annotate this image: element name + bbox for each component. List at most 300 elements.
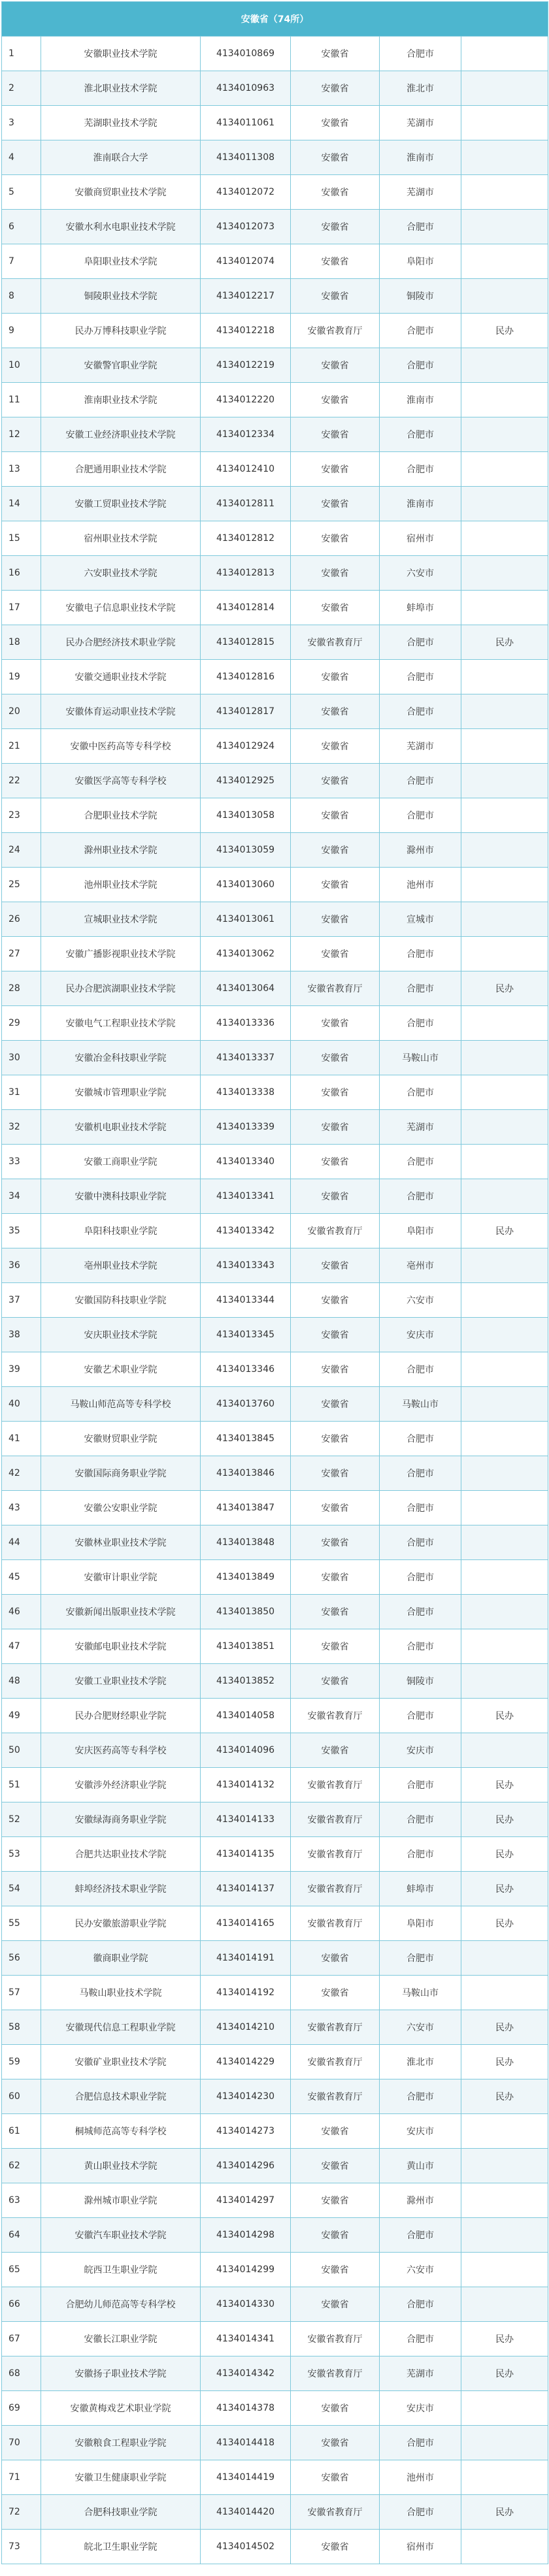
row-number: 71 — [2, 2460, 41, 2495]
authority: 安徽省 — [291, 521, 380, 556]
authority: 安徽省 — [291, 37, 380, 71]
school-note — [461, 106, 548, 140]
authority: 安徽省 — [291, 417, 380, 452]
school-note — [461, 244, 548, 279]
city: 合肥市 — [380, 2218, 461, 2253]
city: 滁州市 — [380, 833, 461, 868]
city: 马鞍山市 — [380, 1976, 461, 2010]
authority: 安徽省 — [291, 2183, 380, 2218]
school-note: 民办 — [461, 1699, 548, 1733]
table-row — [2, 175, 548, 210]
school-note — [461, 279, 548, 314]
city: 六安市 — [380, 2253, 461, 2287]
city: 合肥市 — [380, 37, 461, 71]
authority: 安徽省 — [291, 1006, 380, 1041]
authority: 安徽省 — [291, 210, 380, 244]
table-row — [2, 1941, 548, 1976]
table-row — [2, 2495, 548, 2530]
city: 铜陵市 — [380, 1664, 461, 1699]
school-name: 安徽林业职业技术学院 — [41, 1525, 201, 1560]
table-row — [2, 729, 548, 764]
school-name: 安徽中澳科技职业学院 — [41, 1179, 201, 1214]
authority: 安徽省 — [291, 2460, 380, 2495]
school-code: 4134012925 — [201, 764, 291, 798]
school-code: 4134013849 — [201, 1560, 291, 1595]
city: 合肥市 — [380, 1352, 461, 1387]
table-row — [2, 2530, 548, 2564]
row-number: 12 — [2, 417, 41, 452]
school-code: 4134013850 — [201, 1595, 291, 1629]
city: 合肥市 — [380, 1837, 461, 1872]
authority: 安徽省教育厅 — [291, 2495, 380, 2530]
table-header-row — [2, 2, 548, 37]
school-note: 民办 — [461, 2079, 548, 2114]
row-number: 33 — [2, 1145, 41, 1179]
row-number: 27 — [2, 937, 41, 971]
city: 阜阳市 — [380, 1214, 461, 1248]
city: 合肥市 — [380, 1629, 461, 1664]
school-note: 民办 — [461, 2356, 548, 2391]
table-row — [2, 521, 548, 556]
school-note — [461, 1664, 548, 1699]
school-code: 4134014420 — [201, 2495, 291, 2530]
row-number: 73 — [2, 2530, 41, 2564]
school-code: 4134014419 — [201, 2460, 291, 2495]
table-row — [2, 937, 548, 971]
row-number: 40 — [2, 1387, 41, 1422]
row-number: 13 — [2, 452, 41, 487]
school-name: 铜陵职业技术学院 — [41, 279, 201, 314]
authority: 安徽省 — [291, 556, 380, 591]
table-row — [2, 417, 548, 452]
row-number: 70 — [2, 2426, 41, 2460]
school-note — [461, 1283, 548, 1318]
school-name: 淮北职业技术学院 — [41, 71, 201, 106]
school-name: 安徽黄梅戏艺术职业学院 — [41, 2391, 201, 2426]
row-number: 52 — [2, 1802, 41, 1837]
city: 阜阳市 — [380, 244, 461, 279]
school-note — [461, 2426, 548, 2460]
school-note — [461, 1595, 548, 1629]
row-number: 46 — [2, 1595, 41, 1629]
school-code: 4134012074 — [201, 244, 291, 279]
city: 合肥市 — [380, 1075, 461, 1110]
school-name: 安徽矿业职业技术学院 — [41, 2045, 201, 2079]
authority: 安徽省 — [291, 1664, 380, 1699]
school-code: 4134014058 — [201, 1699, 291, 1733]
school-note — [461, 2460, 548, 2495]
school-name: 池州职业技术学院 — [41, 868, 201, 902]
school-note — [461, 1733, 548, 1768]
school-code: 4134013847 — [201, 1491, 291, 1525]
school-name: 安徽电气工程职业技术学院 — [41, 1006, 201, 1041]
authority: 安徽省 — [291, 1283, 380, 1318]
school-name: 安庆职业技术学院 — [41, 1318, 201, 1352]
school-name: 阜阳职业技术学院 — [41, 244, 201, 279]
school-note — [461, 1456, 548, 1491]
city: 阜阳市 — [380, 1906, 461, 1941]
table-row — [2, 1041, 548, 1075]
school-code: 4134012817 — [201, 694, 291, 729]
school-name: 安徽广播影视职业技术学院 — [41, 937, 201, 971]
city: 池州市 — [380, 868, 461, 902]
table-row — [2, 1768, 548, 1802]
school-name: 合肥职业技术学院 — [41, 798, 201, 833]
school-note — [461, 383, 548, 417]
school-code: 4134012072 — [201, 175, 291, 210]
table-row — [2, 1283, 548, 1318]
table-row — [2, 2045, 548, 2079]
row-number: 50 — [2, 1733, 41, 1768]
city: 合肥市 — [380, 2287, 461, 2322]
school-note: 民办 — [461, 2045, 548, 2079]
school-note — [461, 1976, 548, 2010]
school-note — [461, 1941, 548, 1976]
school-note — [461, 1422, 548, 1456]
authority: 安徽省 — [291, 1179, 380, 1214]
table-row — [2, 1006, 548, 1041]
table-row — [2, 1491, 548, 1525]
row-number: 48 — [2, 1664, 41, 1699]
authority: 安徽省 — [291, 175, 380, 210]
school-code: 4134014341 — [201, 2322, 291, 2356]
city: 宣城市 — [380, 902, 461, 937]
school-code: 4134014298 — [201, 2218, 291, 2253]
table-row — [2, 2010, 548, 2045]
table-row — [2, 1075, 548, 1110]
school-code: 4134012218 — [201, 314, 291, 348]
table-row — [2, 868, 548, 902]
table-row — [2, 1214, 548, 1248]
school-code: 4134014191 — [201, 1941, 291, 1976]
table-row — [2, 1595, 548, 1629]
school-name: 滁州职业技术学院 — [41, 833, 201, 868]
city: 淮南市 — [380, 140, 461, 175]
authority: 安徽省教育厅 — [291, 1906, 380, 1941]
authority: 安徽省 — [291, 106, 380, 140]
row-number: 67 — [2, 2322, 41, 2356]
row-number: 72 — [2, 2495, 41, 2530]
city: 蚌埠市 — [380, 591, 461, 625]
table-row — [2, 2391, 548, 2426]
authority: 安徽省教育厅 — [291, 971, 380, 1006]
school-name: 合肥共达职业技术学院 — [41, 1837, 201, 1872]
city: 亳州市 — [380, 1248, 461, 1283]
school-code: 4134013337 — [201, 1041, 291, 1075]
row-number: 8 — [2, 279, 41, 314]
row-number: 57 — [2, 1976, 41, 2010]
school-note — [461, 1387, 548, 1422]
city: 铜陵市 — [380, 279, 461, 314]
row-number: 4 — [2, 140, 41, 175]
row-number: 56 — [2, 1941, 41, 1976]
school-name: 合肥科技职业学院 — [41, 2495, 201, 2530]
table-row — [2, 591, 548, 625]
table-row — [2, 1110, 548, 1145]
city: 合肥市 — [380, 971, 461, 1006]
school-name: 民办合肥滨湖职业技术学院 — [41, 971, 201, 1006]
authority: 安徽省 — [291, 833, 380, 868]
school-code: 4134012073 — [201, 210, 291, 244]
authority: 安徽省 — [291, 2149, 380, 2183]
authority: 安徽省教育厅 — [291, 2010, 380, 2045]
row-number: 41 — [2, 1422, 41, 1456]
city: 合肥市 — [380, 1006, 461, 1041]
row-number: 10 — [2, 348, 41, 383]
table-row — [2, 314, 548, 348]
school-code: 4134013343 — [201, 1248, 291, 1283]
table-row — [2, 1318, 548, 1352]
school-code: 4134013345 — [201, 1318, 291, 1352]
table-row — [2, 1664, 548, 1699]
school-name: 安徽艺术职业学院 — [41, 1352, 201, 1387]
school-name: 安徽医学高等专科学校 — [41, 764, 201, 798]
table-row — [2, 902, 548, 937]
school-name: 安徽体育运动职业技术学院 — [41, 694, 201, 729]
authority: 安徽省 — [291, 1595, 380, 1629]
school-code: 4134013338 — [201, 1075, 291, 1110]
school-name: 安徽长江职业学院 — [41, 2322, 201, 2356]
table-row — [2, 2287, 548, 2322]
school-code: 4134012410 — [201, 452, 291, 487]
school-code: 4134013344 — [201, 1283, 291, 1318]
school-name: 安徽工业职业技术学院 — [41, 1664, 201, 1699]
authority: 安徽省 — [291, 902, 380, 937]
authority: 安徽省 — [291, 279, 380, 314]
school-note — [461, 348, 548, 383]
row-number: 15 — [2, 521, 41, 556]
school-note — [461, 833, 548, 868]
row-number: 69 — [2, 2391, 41, 2426]
school-name: 民办万博科技职业学院 — [41, 314, 201, 348]
school-name: 阜阳科技职业学院 — [41, 1214, 201, 1248]
row-number: 30 — [2, 1041, 41, 1075]
city: 宿州市 — [380, 2530, 461, 2564]
school-code: 4134013760 — [201, 1387, 291, 1422]
school-name: 安徽电子信息职业技术学院 — [41, 591, 201, 625]
city: 合肥市 — [380, 1595, 461, 1629]
school-note — [461, 2391, 548, 2426]
row-number: 64 — [2, 2218, 41, 2253]
school-note — [461, 2114, 548, 2149]
school-code: 4134013336 — [201, 1006, 291, 1041]
school-name: 马鞍山师范高等专科学校 — [41, 1387, 201, 1422]
city: 合肥市 — [380, 1456, 461, 1491]
school-name: 合肥通用职业技术学院 — [41, 452, 201, 487]
table-row — [2, 1422, 548, 1456]
city: 合肥市 — [380, 1699, 461, 1733]
authority: 安徽省 — [291, 1041, 380, 1075]
row-number: 42 — [2, 1456, 41, 1491]
table-row — [2, 798, 548, 833]
school-name: 黄山职业技术学院 — [41, 2149, 201, 2183]
school-code: 4134012813 — [201, 556, 291, 591]
city: 淮北市 — [380, 2045, 461, 2079]
school-name: 安徽城市管理职业学院 — [41, 1075, 201, 1110]
school-code: 4134014378 — [201, 2391, 291, 2426]
school-note — [461, 2253, 548, 2287]
school-code: 4134012816 — [201, 660, 291, 694]
school-name: 安徽汽车职业技术学院 — [41, 2218, 201, 2253]
school-note — [461, 2149, 548, 2183]
city: 合肥市 — [380, 2079, 461, 2114]
authority: 安徽省教育厅 — [291, 1768, 380, 1802]
school-note — [461, 798, 548, 833]
table-row — [2, 1179, 548, 1214]
row-number: 47 — [2, 1629, 41, 1664]
school-code: 4134014135 — [201, 1837, 291, 1872]
city: 滁州市 — [380, 2183, 461, 2218]
city: 合肥市 — [380, 417, 461, 452]
authority: 安徽省 — [291, 140, 380, 175]
school-note — [461, 694, 548, 729]
school-note — [461, 1491, 548, 1525]
row-number: 55 — [2, 1906, 41, 1941]
school-name: 合肥幼儿师范高等专科学校 — [41, 2287, 201, 2322]
school-name: 安徽工商职业学院 — [41, 1145, 201, 1179]
school-name: 淮南职业技术学院 — [41, 383, 201, 417]
table-row — [2, 971, 548, 1006]
city: 合肥市 — [380, 1491, 461, 1525]
school-name: 安徽公安职业学院 — [41, 1491, 201, 1525]
authority: 安徽省 — [291, 729, 380, 764]
row-number: 26 — [2, 902, 41, 937]
table-row — [2, 1976, 548, 2010]
table-row — [2, 140, 548, 175]
school-note — [461, 2218, 548, 2253]
city: 合肥市 — [380, 2495, 461, 2530]
school-name: 安徽商贸职业技术学院 — [41, 175, 201, 210]
school-note — [461, 1560, 548, 1595]
school-name: 安徽工贸职业技术学院 — [41, 487, 201, 521]
row-number: 54 — [2, 1872, 41, 1906]
authority: 安徽省 — [291, 798, 380, 833]
city: 安庆市 — [380, 2114, 461, 2149]
authority: 安徽省 — [291, 348, 380, 383]
school-code: 4134014165 — [201, 1906, 291, 1941]
school-note — [461, 729, 548, 764]
authority: 安徽省 — [291, 694, 380, 729]
school-name: 安徽卫生健康职业学院 — [41, 2460, 201, 2495]
school-note — [461, 2183, 548, 2218]
school-code: 4134013064 — [201, 971, 291, 1006]
school-code: 4134014137 — [201, 1872, 291, 1906]
table-body — [2, 37, 548, 2564]
row-number: 1 — [2, 37, 41, 71]
row-number: 16 — [2, 556, 41, 591]
row-number: 39 — [2, 1352, 41, 1387]
school-note — [461, 937, 548, 971]
school-note — [461, 521, 548, 556]
authority: 安徽省 — [291, 1352, 380, 1387]
row-number: 25 — [2, 868, 41, 902]
school-note: 民办 — [461, 2010, 548, 2045]
school-name: 亳州职业技术学院 — [41, 1248, 201, 1283]
row-number: 58 — [2, 2010, 41, 2045]
school-name: 马鞍山职业技术学院 — [41, 1976, 201, 2010]
school-name: 滁州城市职业学院 — [41, 2183, 201, 2218]
authority: 安徽省教育厅 — [291, 1699, 380, 1733]
school-note — [461, 487, 548, 521]
authority: 安徽省 — [291, 2287, 380, 2322]
school-name: 六安职业技术学院 — [41, 556, 201, 591]
school-note — [461, 37, 548, 71]
table-row — [2, 37, 548, 71]
authority: 安徽省 — [291, 1387, 380, 1422]
authority: 安徽省 — [291, 1976, 380, 2010]
table-row — [2, 2253, 548, 2287]
school-name: 淮南联合大学 — [41, 140, 201, 175]
table-row — [2, 2218, 548, 2253]
table-row — [2, 1802, 548, 1837]
row-number: 51 — [2, 1768, 41, 1802]
row-number: 22 — [2, 764, 41, 798]
school-name: 安徽绿海商务职业学院 — [41, 1802, 201, 1837]
table-row — [2, 2426, 548, 2460]
school-name: 安徽冶金科技职业学院 — [41, 1041, 201, 1075]
authority: 安徽省 — [291, 660, 380, 694]
table-row — [2, 452, 548, 487]
school-code: 4134013848 — [201, 1525, 291, 1560]
table-row — [2, 1629, 548, 1664]
city: 合肥市 — [380, 314, 461, 348]
school-note — [461, 764, 548, 798]
row-number: 2 — [2, 71, 41, 106]
city: 芜湖市 — [380, 2356, 461, 2391]
city: 芜湖市 — [380, 106, 461, 140]
table-row — [2, 2183, 548, 2218]
school-note — [461, 1248, 548, 1283]
school-name: 安徽新闻出版职业技术学院 — [41, 1595, 201, 1629]
authority: 安徽省 — [291, 1075, 380, 1110]
row-number: 28 — [2, 971, 41, 1006]
authority: 安徽省 — [291, 1145, 380, 1179]
school-note — [461, 1145, 548, 1179]
authority: 安徽省 — [291, 1941, 380, 1976]
authority: 安徽省 — [291, 1422, 380, 1456]
authority: 安徽省 — [291, 2253, 380, 2287]
row-number: 23 — [2, 798, 41, 833]
school-note — [461, 902, 548, 937]
city: 淮北市 — [380, 71, 461, 106]
authority: 安徽省教育厅 — [291, 1214, 380, 1248]
school-note: 民办 — [461, 1872, 548, 1906]
row-number: 63 — [2, 2183, 41, 2218]
authority: 安徽省 — [291, 1629, 380, 1664]
row-number: 53 — [2, 1837, 41, 1872]
school-note: 民办 — [461, 314, 548, 348]
school-note — [461, 1041, 548, 1075]
row-number: 60 — [2, 2079, 41, 2114]
authority: 安徽省教育厅 — [291, 1802, 380, 1837]
row-number: 34 — [2, 1179, 41, 1214]
row-number: 24 — [2, 833, 41, 868]
row-number: 5 — [2, 175, 41, 210]
school-note: 民办 — [461, 1906, 548, 1941]
school-note — [461, 868, 548, 902]
school-note — [461, 175, 548, 210]
authority: 安徽省 — [291, 1456, 380, 1491]
table-row — [2, 1872, 548, 1906]
row-number: 17 — [2, 591, 41, 625]
row-number: 21 — [2, 729, 41, 764]
school-code: 4134011308 — [201, 140, 291, 175]
row-number: 19 — [2, 660, 41, 694]
school-note: 民办 — [461, 2495, 548, 2530]
city: 合肥市 — [380, 694, 461, 729]
table-row — [2, 2149, 548, 2183]
school-name: 安徽涉外经济职业学院 — [41, 1768, 201, 1802]
